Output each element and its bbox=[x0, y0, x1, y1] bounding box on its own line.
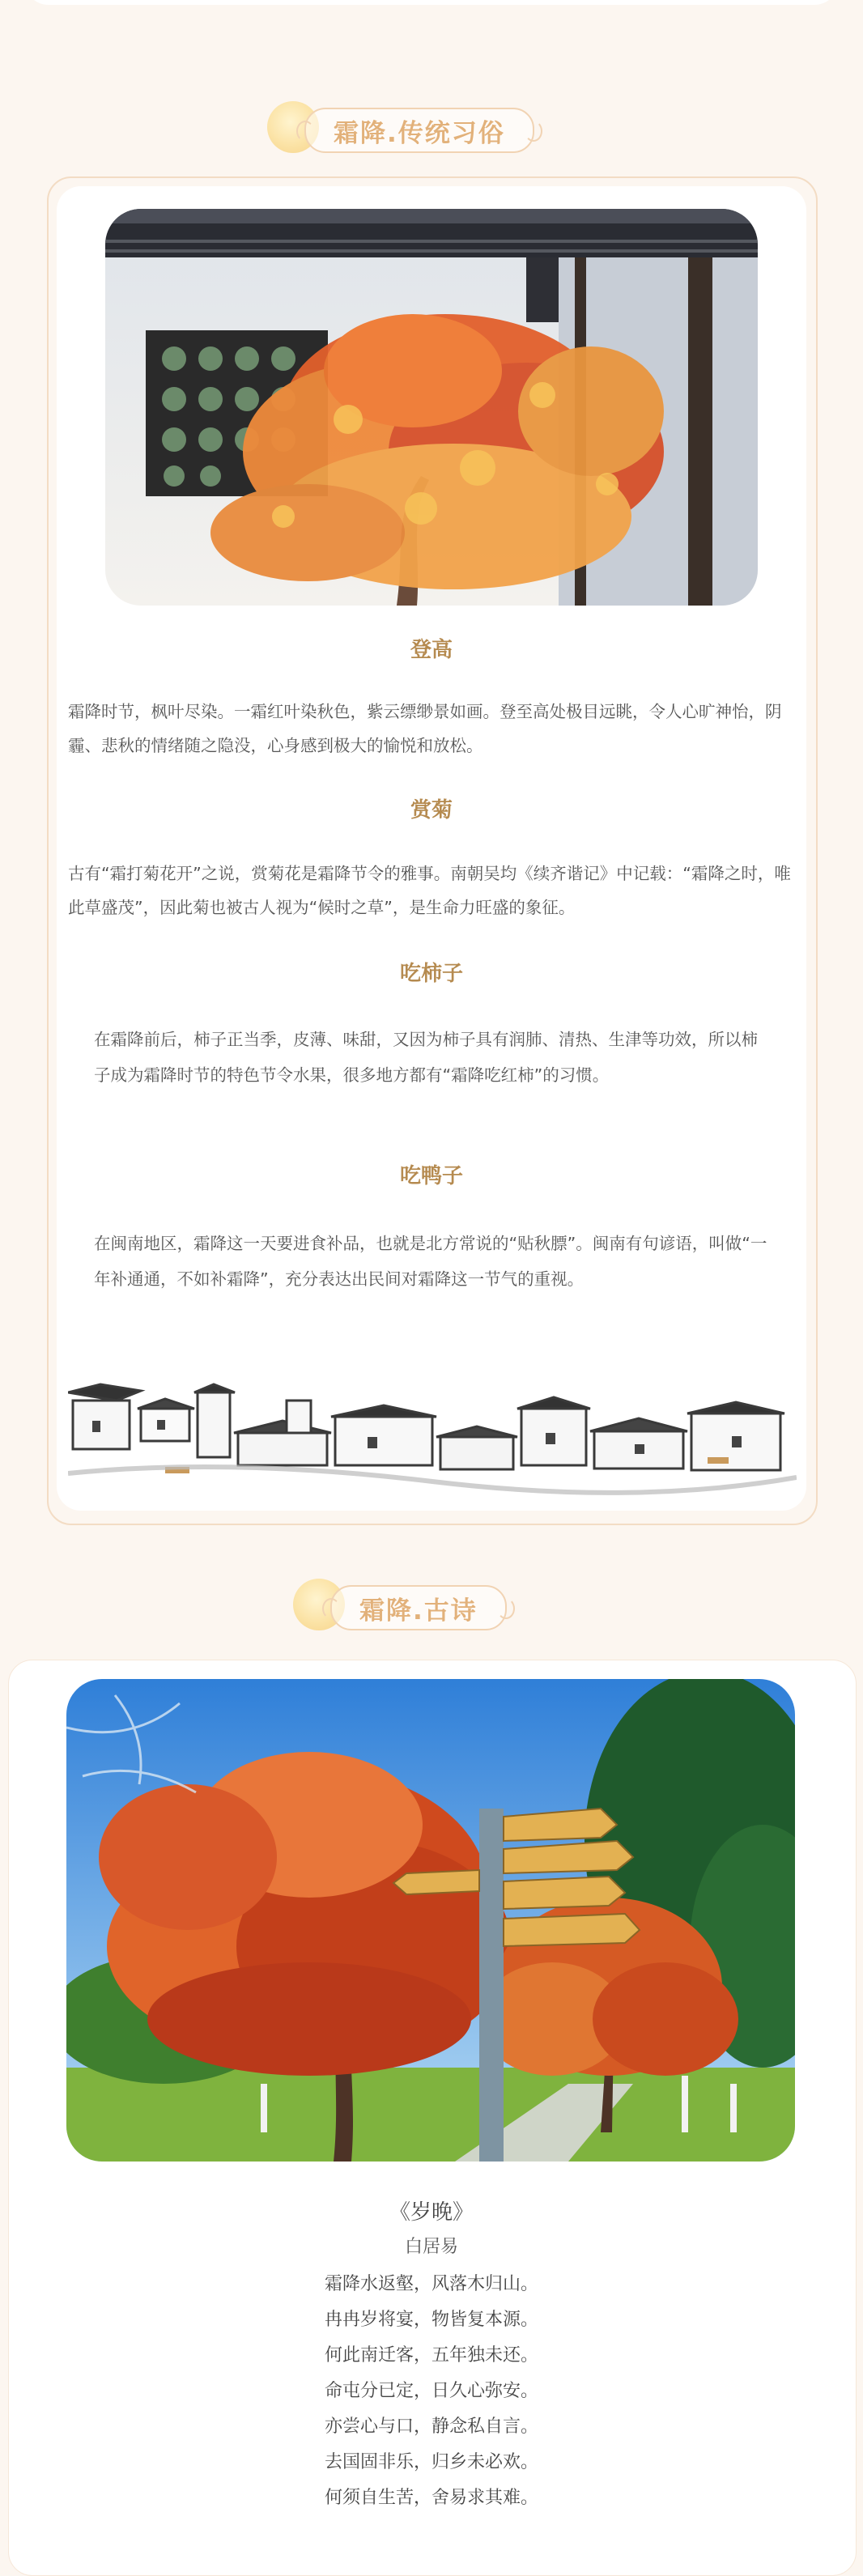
badge-plate bbox=[330, 1585, 507, 1630]
poem-author: 白居易 bbox=[404, 2237, 458, 2257]
section-badge-customs bbox=[267, 101, 575, 158]
poem-line: 何须自生苦，舍易求其难。 bbox=[324, 2488, 538, 2508]
pavilion-maple-photo bbox=[105, 209, 758, 606]
custom-text-climb: 霜降时节，枫叶尽染。一霜红叶染秋色，紫云缥缈景如画。登至高处极目远眺，令人心旷神怡，阴霾、悲秋的情绪随之隐没，心身感到极大的愉悦和放松。 bbox=[68, 702, 782, 755]
badge-plate bbox=[304, 108, 534, 153]
poem-line: 何此南迁客，五年独未还。 bbox=[324, 2345, 538, 2366]
previous-section-card bbox=[24, 0, 839, 5]
poem-line: 霜降水返壑，风落木归山。 bbox=[324, 2274, 538, 2294]
poem-line: 亦尝心与口，静念私自言。 bbox=[324, 2417, 538, 2437]
custom-title-persimmon: 吃柿子 bbox=[399, 962, 463, 986]
section-badge-poetry bbox=[293, 1579, 560, 1635]
custom-title-chrysanthemum: 赏菊 bbox=[410, 798, 453, 823]
custom-title-climb: 登高 bbox=[410, 638, 453, 662]
maple-trees-signpost-photo bbox=[66, 1679, 795, 2162]
custom-text-chrysanthemum: 古有“霜打菊花开”之说，赏菊花是霜降节令的雅事。南朝吴均《续齐谐记》中记载：“霜降之时，唯此草盛茂”，因此菊也被古人视为“候时之草”，是生命力旺盛的象征。 bbox=[68, 864, 791, 917]
custom-title-duck: 吃鸭子 bbox=[399, 1164, 463, 1188]
badge-label: 霜降.传统习俗 bbox=[334, 118, 505, 148]
badge-label: 霜降.古诗 bbox=[359, 1596, 478, 1626]
custom-text-duck: 在闽南地区，霜降这一天要进食补品，也就是北方常说的“贴秋膘”。闽南有句谚语，叫做“一年补通通，不如补霜降”，充分表达出民间对霜降这一节气的重视。 bbox=[94, 1234, 767, 1289]
poem-line: 去国固非乐，归乡未必欢。 bbox=[324, 2452, 538, 2472]
custom-text-persimmon: 在霜降前后，柿子正当季，皮薄、味甜，又因为柿子具有润肺、清热、生津等功效，所以柿子成为霜降时节的特色节令水果，很多地方都有“霜降吃红柿”的习惯。 bbox=[94, 1030, 758, 1085]
poem-line: 命屯分已定，日久心弥安。 bbox=[324, 2381, 538, 2401]
ink-village-illustration bbox=[68, 1360, 797, 1501]
poem-title: 《岁晚》 bbox=[389, 2200, 474, 2225]
poem-line: 冉冉岁将宴，物皆复本源。 bbox=[324, 2310, 538, 2330]
